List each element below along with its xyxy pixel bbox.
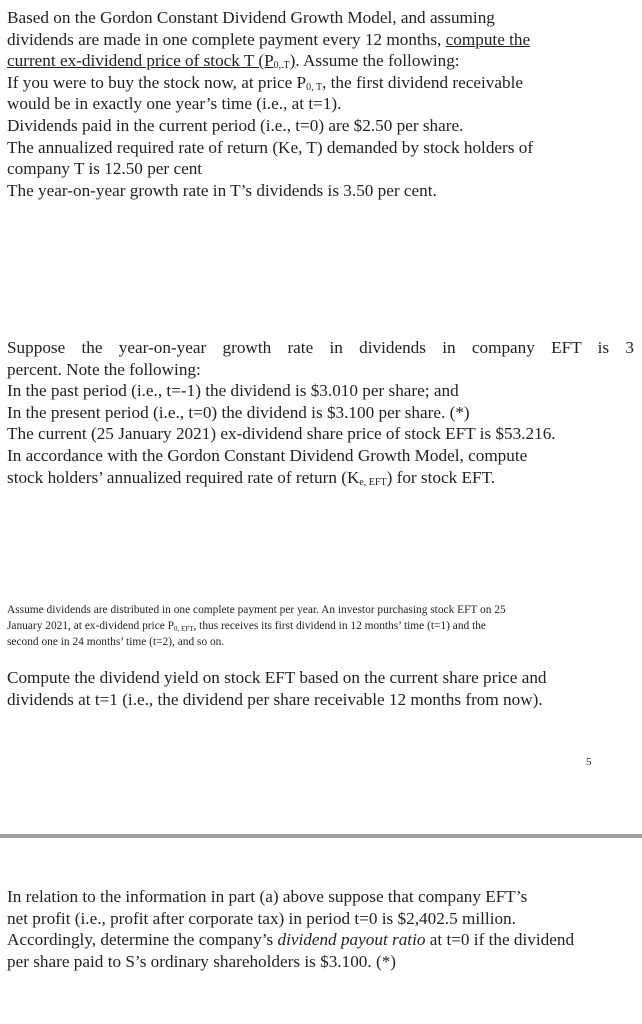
text-line: In relation to the information in part (a) above suppose that company EFT’s — [7, 887, 528, 906]
text: Accordingly, determine the company’s — [7, 930, 278, 950]
text-line: In the present period (i.e., t=0) the dividend is $3.100 per share. (*) — [7, 402, 470, 422]
text: dividends are made in one complete payment every 12 months, — [7, 29, 446, 49]
assumption-note — [7, 602, 634, 650]
question-payout-ratio — [7, 886, 634, 972]
question-required-return-eft — [7, 337, 634, 488]
page-separator — [0, 834, 642, 838]
subscript: e, EFT — [359, 476, 387, 488]
text-line — [7, 618, 634, 634]
text: ) for stock EFT. — [386, 467, 496, 487]
text-line: Suppose the year-on-year growth rate in dividends in company EFT is 3 — [7, 338, 634, 357]
subscript: 0, T — [273, 60, 290, 72]
subscript: 0, T — [306, 81, 323, 93]
text-line — [7, 467, 634, 489]
text-line — [7, 29, 634, 51]
text: at t=0 if the dividend — [425, 930, 575, 950]
question-gordon-price-stock-t — [7, 7, 634, 201]
text-line — [7, 929, 634, 951]
question-dividend-yield — [7, 667, 634, 710]
text-line: The annualized required rate of return (Ke, T) demanded by stock holders of — [7, 137, 534, 157]
underlined-instruction — [7, 51, 295, 70]
text-line: second one in 24 months’ time (t=2), and so on. — [7, 636, 225, 648]
text-line: percent. Note the following: — [7, 359, 201, 379]
text: , thus receives its first dividend in 12 months’ time (t=1) and the — [193, 620, 486, 632]
text-line: In the past period (i.e., t=-1) the dividend is $3.010 per share; and — [7, 381, 459, 401]
text-line: The current (25 January 2021) ex-dividend share price of stock EFT is $53.216. — [7, 424, 556, 444]
subscript: 0, EFT — [174, 625, 194, 633]
text-line: dividends at t=1 (i.e., the dividend per share receivable 12 months from now). — [7, 689, 543, 709]
italic-term: dividend payout ratio — [277, 930, 426, 950]
text-line: would be in exactly one year’s time (i.e., at t=1). — [7, 94, 342, 114]
underlined-instruction: compute the — [445, 29, 531, 49]
page-number: 5 — [586, 756, 592, 768]
text-line — [7, 72, 634, 94]
text: . Assume the following: — [295, 51, 460, 71]
text-line: In accordance with the Gordon Constant Dividend Growth Model, compute — [7, 445, 528, 465]
text-line: Compute the dividend yield on stock EFT based on the current share price and — [7, 668, 547, 687]
text: If you were to buy the stock now, at price P — [7, 72, 307, 92]
text-line: company T is 12.50 per cent — [7, 159, 203, 179]
text-line — [7, 50, 634, 72]
text: , the first dividend receivable — [322, 72, 523, 92]
text: ) — [289, 51, 296, 71]
text-line: Based on the Gordon Constant Dividend Growth Model, and assuming — [7, 8, 495, 27]
text: current ex-dividend price of stock T (P — [7, 51, 274, 71]
text: stock holders’ annualized required rate of return (K — [7, 467, 360, 487]
text-line: Dividends paid in the current period (i.e., t=0) are $2.50 per share. — [7, 115, 464, 135]
text-line: The year-on-year growth rate in T’s dividends is 3.50 per cent. — [7, 180, 437, 200]
text-line: per share paid to S’s ordinary shareholders is $3.100. (*) — [7, 951, 397, 971]
text: January 2021, at ex-dividend price P — [7, 620, 175, 632]
text-line: net profit (i.e., profit after corporate tax) in period t=0 is $2,402.5 million. — [7, 908, 516, 928]
text-line: Assume dividends are distributed in one complete payment per year. An investor purchasing stock EFT on 25 — [7, 604, 506, 616]
